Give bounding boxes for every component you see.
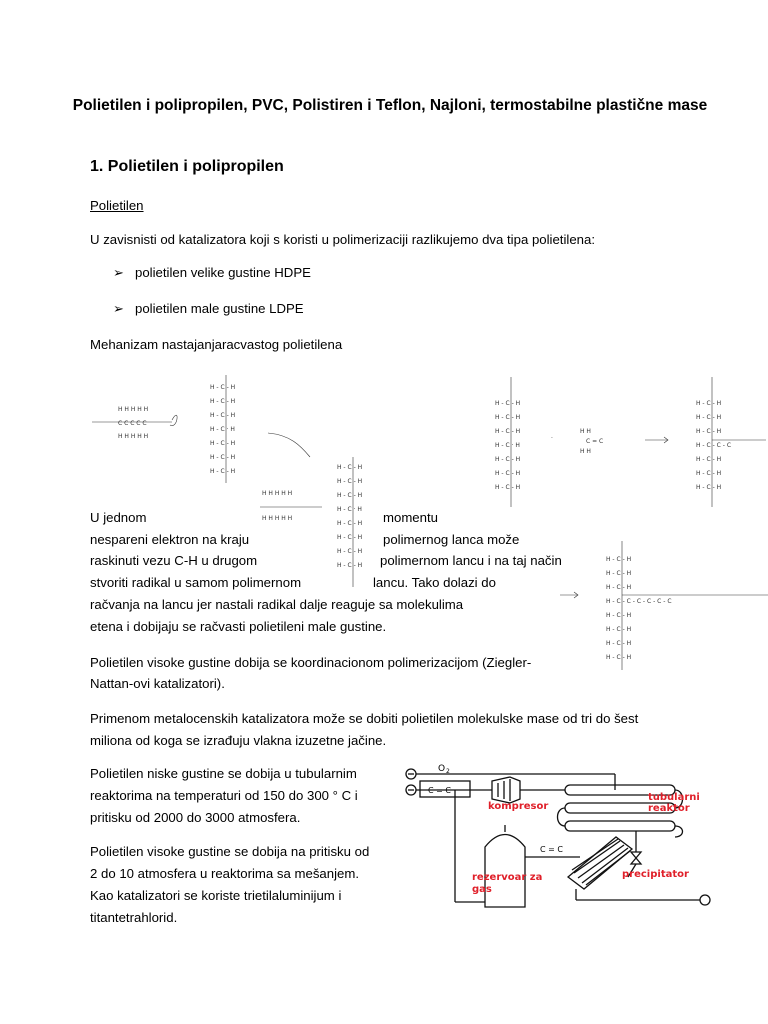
- tubularni-label: tubularni: [648, 792, 700, 803]
- svg-text:H - C - H: H - C - H: [606, 570, 632, 577]
- svg-text:C = C: C = C: [586, 438, 604, 445]
- svg-text:H - C - H: H - C - H: [337, 534, 363, 541]
- branch-line-2b: polimernog lanca može: [383, 532, 520, 547]
- section-heading: 1. Polietilen i polipropilen: [90, 158, 284, 175]
- branch-line-5: račvanja na lancu jer nastali radikal dalje reaguje sa molekulima: [90, 597, 464, 612]
- o2-label: O: [438, 764, 446, 774]
- valve-icon: [631, 852, 641, 864]
- subheading-polietilen: Polietilen: [90, 198, 144, 213]
- svg-text:H - C - H: H - C - H: [696, 484, 722, 491]
- outlet-icon: [700, 895, 710, 905]
- svg-text:H - C · H: H - C · H: [495, 442, 520, 449]
- precipitator-shape: [568, 837, 632, 889]
- svg-text:H - C - H: H - C - H: [337, 464, 363, 471]
- branch-line-6: etena i dobijaju se račvasti polietileni male gustine.: [90, 619, 387, 634]
- svg-text:H - C - H: H - C - H: [495, 484, 521, 491]
- svg-text:H - C - H: H - C - H: [337, 520, 363, 527]
- metallocene-paragraph-1: Primenom metalocenskih katalizatora može se dobiti polietilen molekulske mase od tri do šest: [90, 711, 639, 726]
- ethene-return-label: C = C: [540, 845, 563, 854]
- gas-tank-shape: [485, 835, 525, 908]
- svg-text:C C C C C: C C C C C: [118, 420, 147, 427]
- mechanism-label: Mehanizam nastajanjaracvastog polietilena: [90, 337, 343, 352]
- svg-text:H - C - H: H - C - H: [337, 492, 363, 499]
- compressor-shape: [492, 777, 520, 803]
- svg-text:H - C - H: H - C - H: [606, 640, 632, 647]
- svg-text:H H: H H: [580, 428, 591, 435]
- hdpe-paragraph-2: Nattan-ovi katalizatori).: [90, 676, 225, 691]
- svg-text:H - C - H: H - C - H: [210, 412, 236, 419]
- svg-text:H - C - H: H - C - H: [495, 456, 521, 463]
- svg-text:·: ·: [551, 435, 553, 442]
- svg-text:H - C · H: H - C · H: [337, 506, 362, 513]
- svg-text:H - C - H: H - C - H: [696, 400, 722, 407]
- svg-text:H - C - C - C - C - C - C: H - C - C - C - C - C - C: [606, 598, 672, 605]
- radical-chain-structure: [92, 406, 172, 440]
- svg-text:H H H H H: H H H H H: [262, 515, 293, 522]
- svg-text:H - C - H: H - C - H: [210, 398, 236, 405]
- high-density-paragraph-2: 2 do 10 atmosfera u reaktorima sa mešanjem.: [90, 866, 360, 881]
- document-title: Polietilen i polipropilen, PVC, Polistiren i Teflon, Najloni, termostabilne plastične mase: [72, 97, 708, 114]
- svg-text:H - C - H: H - C - H: [696, 428, 722, 435]
- svg-text:H H H H H: H H H H H: [118, 433, 149, 440]
- svg-text:H - C - H: H - C - H: [210, 454, 236, 461]
- svg-text:H - C - H: H - C - H: [606, 626, 632, 633]
- metallocene-paragraph-2: miliona od koga se izrađuju vlakna izuzetne jačine.: [90, 733, 387, 748]
- bullet-text: polietilen velike gustine HDPE: [135, 265, 311, 280]
- bullet-hdpe: [113, 265, 311, 281]
- reactor-tube-3: [565, 821, 675, 831]
- svg-text:H - C - H: H - C - H: [606, 584, 632, 591]
- rezervoar-label-2: gas: [472, 884, 492, 895]
- process-flow-diagram: [400, 757, 718, 917]
- ethene-label: C = C: [428, 786, 451, 795]
- svg-text:H - C - H: H - C - H: [210, 384, 236, 391]
- o2-subscript: 2: [446, 768, 450, 775]
- reaktor-label: reaktor: [648, 803, 690, 814]
- svg-text:H - C - H: H - C - H: [696, 470, 722, 477]
- svg-text:H H H H H: H H H H H: [262, 490, 293, 497]
- svg-text:H - C - H: H - C - H: [606, 556, 632, 563]
- svg-text:H H H H H: H H H H H: [118, 406, 149, 413]
- bullet-text: polietilen male gustine LDPE: [135, 301, 304, 316]
- ethene-molecule: [580, 428, 603, 455]
- polymer-chain-vertical-1: [210, 375, 235, 483]
- rezervoar-label-1: rezervoar za: [472, 872, 543, 883]
- branched-product-2: [606, 541, 768, 670]
- low-density-paragraph-2: reaktorima na temperaturi od 150 do 300 ° C i: [90, 788, 358, 803]
- bullet-ldpe: [113, 301, 304, 317]
- hdpe-paragraph-1: Polietilen visoke gustine dobija se koordinacionom polimerizacijom (Ziegler-: [90, 655, 532, 670]
- branch-line-2a: nespareni elektron na kraju: [90, 532, 250, 547]
- precipitator-label: precipitator: [622, 869, 689, 880]
- svg-text:H H: H H: [580, 448, 591, 455]
- low-density-paragraph-3: pritisku od 2000 do 3000 atmosfera.: [90, 810, 301, 825]
- high-density-paragraph-3: Kao katalizatori se koriste trietilaluminijum i: [90, 888, 342, 903]
- svg-text:H - C - H: H - C - H: [337, 548, 363, 555]
- svg-text:H - C - H: H - C - H: [606, 654, 632, 661]
- branch-line-1b: momentu: [383, 510, 438, 525]
- arrow-bullet-icon: ➢: [113, 265, 125, 280]
- branch-line-3b: polimernom lancu i na taj način: [380, 553, 562, 568]
- high-density-paragraph-4: titantetrahlorid.: [90, 910, 178, 925]
- kompresor-label: kompresor: [488, 801, 549, 812]
- polymer-chain-vertical-2: [337, 457, 362, 587]
- intro-paragraph: U zavisnisti od katalizatora koji s koristi u polimerizaciji razlikujemo dva tipa polietilena:: [90, 232, 595, 247]
- svg-text:H - C - H: H - C - H: [495, 400, 521, 407]
- svg-text:H - C - H: H - C - H: [495, 428, 521, 435]
- polymer-chain-horizontal-2: [260, 490, 322, 522]
- arrow-bullet-icon: ➢: [113, 301, 125, 316]
- svg-text:H - C - H: H - C - H: [337, 478, 363, 485]
- svg-text:H - C - C - C: H - C - C - C: [696, 442, 732, 449]
- branch-line-4a: stvoriti radikal u samom polimernom: [90, 575, 302, 590]
- svg-text:H - C - H: H - C - H: [495, 414, 521, 421]
- svg-text:H - C · H: H - C · H: [210, 426, 235, 433]
- high-density-paragraph-1: Polietilen visoke gustine se dobija na pritisku od: [90, 844, 370, 859]
- svg-text:H - C - H: H - C - H: [606, 612, 632, 619]
- svg-text:H - C - H: H - C - H: [495, 470, 521, 477]
- svg-text:H - C - H: H - C - H: [696, 456, 722, 463]
- branch-line-4b: lancu. Tako dolazi do: [373, 575, 496, 590]
- svg-text:H - C - H: H - C - H: [210, 468, 236, 475]
- polymer-chain-vertical-3: [495, 377, 520, 507]
- svg-text:H - C - H: H - C - H: [210, 440, 236, 447]
- low-density-paragraph-1: Polietilen niske gustine se dobija u tubularnim: [90, 766, 357, 781]
- svg-text:H - C - H: H - C - H: [337, 562, 363, 569]
- branch-line-3a: raskinuti vezu C-H u drugom: [90, 553, 258, 568]
- svg-text:H - C - H: H - C - H: [696, 414, 722, 421]
- branch-line-1a: U jednom: [90, 510, 147, 525]
- branched-product-1: [696, 377, 766, 507]
